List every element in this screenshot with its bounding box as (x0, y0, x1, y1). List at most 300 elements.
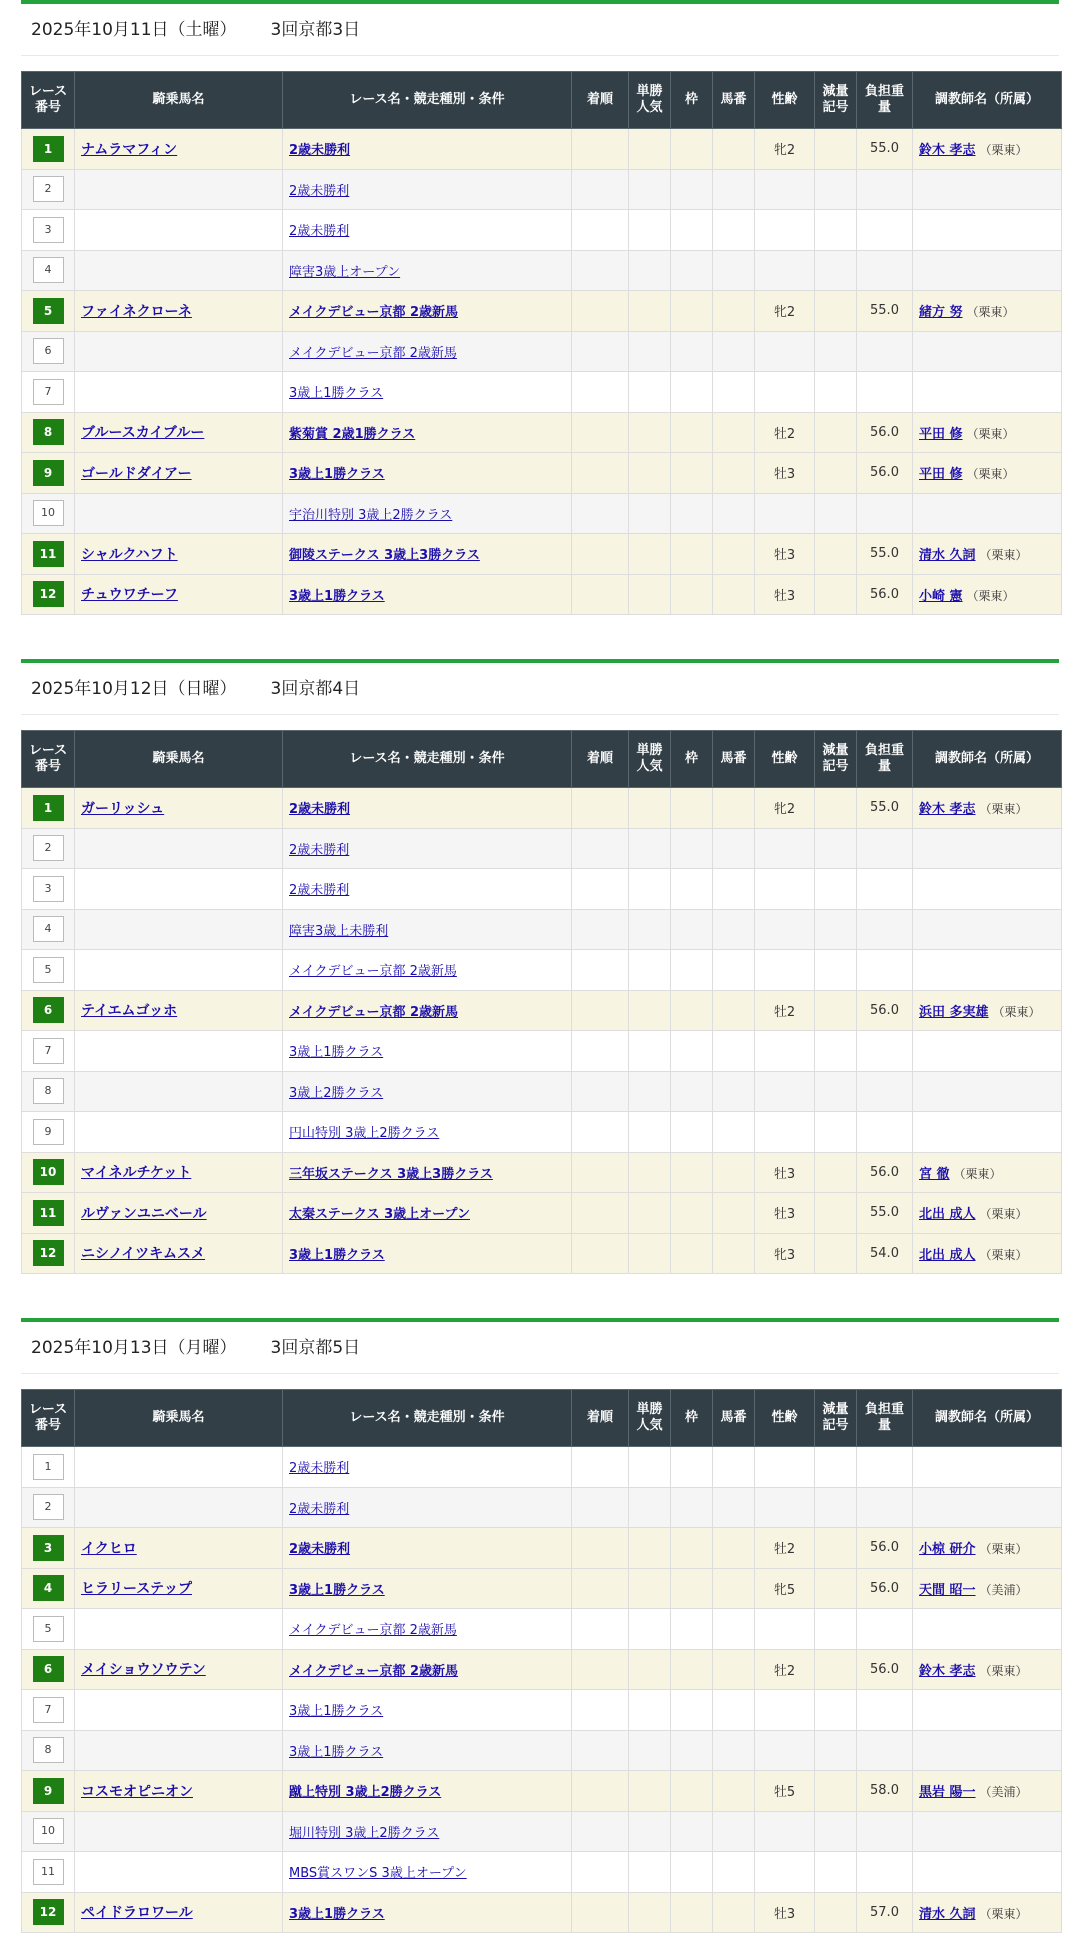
finish-cell (572, 1690, 629, 1731)
horse-name-cell (75, 1233, 283, 1274)
race-name-cell (283, 1690, 572, 1731)
race-link[interactable]: メイクデビュー京都 2歳新馬 (289, 1623, 457, 1639)
sex-age-cell: 牡3 (755, 574, 815, 615)
horse-link[interactable]: ルヴァンユニベール (81, 1205, 207, 1222)
horse-number-cell (713, 129, 755, 170)
horse-link[interactable]: ペイドラロワール (81, 1905, 193, 1922)
sex-age-cell: 牡5 (755, 1771, 815, 1812)
horse-link[interactable]: マイネルチケット (81, 1165, 192, 1182)
weight-reduction-cell (815, 372, 857, 413)
carried-weight-cell (857, 1690, 913, 1731)
race-link[interactable]: 堀川特別 3歳上2勝クラス (289, 1825, 440, 1841)
race-link[interactable]: メイクデビュー京都 2歳新馬 (289, 345, 457, 361)
race-link[interactable]: 三年坂ステークス 3歳上3勝クラス (289, 1166, 493, 1182)
trainer-link[interactable]: 平田 修 (919, 426, 963, 442)
sex-age-cell (755, 828, 815, 869)
sex-age-cell: 牡2 (755, 1649, 815, 1690)
race-name-cell (283, 331, 572, 372)
race-link[interactable]: 3歳上2勝クラス (289, 1085, 384, 1101)
trainer-link[interactable]: 浜田 多実雄 (919, 1004, 989, 1020)
carried-weight-cell (857, 250, 913, 291)
race-link[interactable]: メイクデビュー京都 2歳新馬 (289, 1004, 459, 1020)
table-row (22, 129, 1062, 170)
race-link[interactable]: 2歳未勝利 (289, 842, 350, 858)
finish-cell (572, 1892, 629, 1933)
race-link[interactable]: メイクデビュー京都 2歳新馬 (289, 964, 457, 980)
weight-reduction-cell (815, 1568, 857, 1609)
horse-number-cell (713, 372, 755, 413)
carried-weight-cell: 55.0 (857, 129, 913, 170)
day-section (21, 1318, 1059, 1933)
race-number-badge-active: 6 (33, 1656, 64, 1682)
sex-age-cell (755, 1852, 815, 1893)
horse-name-cell (75, 412, 283, 453)
weight-reduction-cell (815, 788, 857, 829)
race-number-badge: 7 (33, 379, 64, 405)
race-number-cell (22, 1609, 75, 1650)
race-number-badge-active: 1 (33, 136, 64, 162)
header-sex-age: 性齢 (755, 72, 815, 129)
race-link[interactable]: 円山特別 3歳上2勝クラス (289, 1126, 440, 1142)
trainer-cell (913, 909, 1062, 950)
finish-cell (572, 1071, 629, 1112)
popularity-cell (629, 331, 671, 372)
day-section (21, 659, 1059, 1274)
sex-age-cell: 牝5 (755, 1568, 815, 1609)
carried-weight-cell: 56.0 (857, 1528, 913, 1569)
race-link[interactable]: 御陵ステークス 3歳上3勝クラス (289, 548, 480, 564)
table-row (22, 250, 1062, 291)
carried-weight-cell (857, 331, 913, 372)
race-name-cell (283, 828, 572, 869)
trainer-link[interactable]: 天間 昭一 (919, 1582, 976, 1598)
trainer-link[interactable]: 緒方 努 (919, 305, 963, 321)
trainer-cell (913, 1447, 1062, 1488)
race-link[interactable]: MBS賞スワンS 3歳上オープン (289, 1866, 467, 1882)
horse-name-cell (75, 1071, 283, 1112)
frame-cell (671, 574, 713, 615)
horse-name-cell (75, 493, 283, 534)
sex-age-cell (755, 1447, 815, 1488)
race-number-cell (22, 828, 75, 869)
horse-number-cell (713, 1649, 755, 1690)
trainer-cell (913, 1528, 1062, 1569)
horse-link[interactable]: イクヒロ (81, 1540, 137, 1557)
race-link[interactable]: 3歳上1勝クラス (289, 588, 385, 604)
trainer-cell (913, 828, 1062, 869)
sex-age-cell (755, 1690, 815, 1731)
table-header-row (22, 1390, 1062, 1447)
finish-cell (572, 169, 629, 210)
trainer-stable: （栗東） (979, 1247, 1028, 1262)
weight-reduction-cell (815, 250, 857, 291)
weight-reduction-cell (815, 291, 857, 332)
header-sex-age: 性齢 (755, 1390, 815, 1447)
frame-cell (671, 909, 713, 950)
horse-number-cell (713, 869, 755, 910)
race-number-badge: 3 (33, 876, 64, 902)
meet-name: 3回京都3日 (270, 20, 361, 40)
horse-link[interactable]: ファイネクローネ (81, 303, 192, 320)
race-number-badge: 8 (33, 1737, 64, 1763)
sex-age-cell: 牡3 (755, 534, 815, 575)
trainer-cell (913, 1233, 1062, 1274)
popularity-cell (629, 574, 671, 615)
horse-name-cell (75, 129, 283, 170)
trainer-stable: （栗東） (979, 1906, 1028, 1921)
trainer-cell (913, 574, 1062, 615)
race-link[interactable]: 蹴上特別 3歳上2勝クラス (289, 1785, 442, 1801)
horse-link[interactable]: ニシノイツキムスメ (81, 1246, 206, 1263)
table-row (22, 1233, 1062, 1274)
weight-reduction-cell (815, 453, 857, 494)
popularity-cell (629, 1112, 671, 1153)
table-row (22, 1730, 1062, 1771)
horse-link[interactable]: シャルクハフト (81, 546, 178, 563)
horse-name-cell (75, 909, 283, 950)
popularity-cell (629, 1568, 671, 1609)
frame-cell (671, 210, 713, 251)
ride-schedule-table (21, 1389, 1062, 1933)
table-row (22, 534, 1062, 575)
race-name-cell (283, 788, 572, 829)
race-number-cell (22, 869, 75, 910)
trainer-cell (913, 250, 1062, 291)
trainer-link[interactable]: 平田 修 (919, 467, 963, 483)
race-link[interactable]: 3歳上1勝クラス (289, 1744, 384, 1760)
carried-weight-cell: 56.0 (857, 1152, 913, 1193)
weight-reduction-cell (815, 1487, 857, 1528)
trainer-stable: （美浦） (979, 1785, 1028, 1800)
frame-cell (671, 453, 713, 494)
meet-name: 3回京都4日 (270, 679, 361, 699)
carried-weight-cell: 55.0 (857, 291, 913, 332)
race-link[interactable]: メイクデビュー京都 2歳新馬 (289, 305, 459, 321)
frame-cell (671, 372, 713, 413)
trainer-cell (913, 1071, 1062, 1112)
ride-schedule-table (21, 71, 1062, 615)
race-link[interactable]: 2歳未勝利 (289, 143, 351, 159)
race-name-cell (283, 574, 572, 615)
weight-reduction-cell (815, 869, 857, 910)
horse-name-cell (75, 1649, 283, 1690)
horse-number-cell (713, 1528, 755, 1569)
finish-cell (572, 1528, 629, 1569)
table-row (22, 1892, 1062, 1933)
header-carried-weight: 負担重量 (857, 72, 913, 129)
horse-number-cell (713, 990, 755, 1031)
race-link[interactable]: 3歳上1勝クラス (289, 386, 384, 402)
frame-cell (671, 1193, 713, 1234)
race-number-cell (22, 1730, 75, 1771)
race-link[interactable]: 2歳未勝利 (289, 883, 350, 899)
popularity-cell (629, 1233, 671, 1274)
weight-reduction-cell (815, 1152, 857, 1193)
frame-cell (671, 869, 713, 910)
header-finish: 着順 (572, 1390, 629, 1447)
race-number-cell (22, 950, 75, 991)
finish-cell (572, 1447, 629, 1488)
finish-cell (572, 1730, 629, 1771)
frame-cell (671, 1031, 713, 1072)
header-trainer: 調教師名（所属） (913, 72, 1062, 129)
race-link[interactable]: 宇治川特別 3歳上2勝クラス (289, 507, 453, 523)
section-spacer (21, 615, 1059, 659)
weight-reduction-cell (815, 1112, 857, 1153)
horse-name-cell (75, 1811, 283, 1852)
race-link[interactable]: 2歳未勝利 (289, 224, 350, 240)
weight-reduction-cell (815, 990, 857, 1031)
trainer-cell (913, 1487, 1062, 1528)
table-row (22, 990, 1062, 1031)
horse-link[interactable]: チュウワチーフ (81, 587, 178, 604)
race-number-cell (22, 1031, 75, 1072)
frame-cell (671, 534, 713, 575)
weight-reduction-cell (815, 1690, 857, 1731)
table-row (22, 1031, 1062, 1072)
header-weight-reduction: 減量記号 (815, 72, 857, 129)
header-race-name: レース名・競走種別・条件 (283, 72, 572, 129)
carried-weight-cell: 57.0 (857, 1892, 913, 1933)
race-number-badge-active: 11 (33, 541, 64, 567)
weight-reduction-cell (815, 1031, 857, 1072)
race-link[interactable]: 3歳上1勝クラス (289, 1247, 385, 1263)
horse-link[interactable]: ガーリッシュ (81, 800, 165, 817)
header-horse-number: 馬番 (713, 72, 755, 129)
race-name-cell (283, 1152, 572, 1193)
frame-cell (671, 1528, 713, 1569)
frame-cell (671, 129, 713, 170)
weight-reduction-cell (815, 1447, 857, 1488)
race-link[interactable]: 2歳未勝利 (289, 1461, 350, 1477)
frame-cell (671, 1071, 713, 1112)
sex-age-cell (755, 1071, 815, 1112)
race-name-cell (283, 169, 572, 210)
trainer-link[interactable]: 鈴木 孝志 (919, 1663, 976, 1679)
horse-number-cell (713, 1487, 755, 1528)
horse-number-cell (713, 1112, 755, 1153)
header-sex-age: 性齢 (755, 731, 815, 788)
sex-age-cell (755, 169, 815, 210)
horse-number-cell (713, 950, 755, 991)
horse-link[interactable]: ヒラリーステップ (81, 1581, 193, 1598)
table-row (22, 1771, 1062, 1812)
carried-weight-cell: 55.0 (857, 788, 913, 829)
trainer-link[interactable]: 黒岩 陽一 (919, 1785, 976, 1801)
trainer-link[interactable]: 北出 成人 (919, 1247, 976, 1263)
carried-weight-cell (857, 1852, 913, 1893)
race-link[interactable]: 2歳未勝利 (289, 1501, 350, 1517)
table-row (22, 788, 1062, 829)
race-number-cell (22, 1568, 75, 1609)
sex-age-cell: 牡2 (755, 990, 815, 1031)
horse-link[interactable]: コスモオピニオン (81, 1783, 193, 1800)
table-row (22, 909, 1062, 950)
trainer-cell (913, 1811, 1062, 1852)
horse-name-cell (75, 1031, 283, 1072)
weight-reduction-cell (815, 1649, 857, 1690)
frame-cell (671, 788, 713, 829)
race-link[interactable]: 3歳上1勝クラス (289, 1906, 385, 1922)
trainer-link[interactable]: 鈴木 孝志 (919, 802, 976, 818)
carried-weight-cell (857, 1071, 913, 1112)
header-weight-reduction: 減量記号 (815, 1390, 857, 1447)
frame-cell (671, 828, 713, 869)
popularity-cell (629, 1730, 671, 1771)
trainer-link[interactable]: 北出 成人 (919, 1207, 976, 1223)
frame-cell (671, 1892, 713, 1933)
table-row (22, 1528, 1062, 1569)
weight-reduction-cell (815, 1771, 857, 1812)
race-date: 2025年10月11日（土曜） (31, 20, 237, 40)
horse-number-cell (713, 1071, 755, 1112)
race-link[interactable]: 3歳上1勝クラス (289, 1704, 384, 1720)
table-row (22, 1811, 1062, 1852)
section-spacer (21, 1274, 1059, 1318)
horse-number-cell (713, 1152, 755, 1193)
header-finish: 着順 (572, 72, 629, 129)
header-popularity: 単勝人気 (629, 72, 671, 129)
sex-age-cell: 牝2 (755, 129, 815, 170)
finish-cell (572, 412, 629, 453)
race-link[interactable]: 3歳上1勝クラス (289, 1045, 384, 1061)
table-row (22, 331, 1062, 372)
trainer-link[interactable]: 小崎 憲 (919, 588, 963, 604)
popularity-cell (629, 990, 671, 1031)
horse-link[interactable]: テイエムゴッホ (81, 1003, 178, 1020)
race-link[interactable]: 2歳未勝利 (289, 1542, 351, 1558)
trainer-cell (913, 1730, 1062, 1771)
horse-link[interactable]: ゴールドダイアー (81, 465, 192, 482)
finish-cell (572, 453, 629, 494)
race-number-badge-active: 12 (33, 1899, 64, 1925)
trainer-link[interactable]: 小椋 研介 (919, 1542, 976, 1558)
sex-age-cell (755, 1112, 815, 1153)
trainer-link[interactable]: 清水 久詞 (919, 1906, 976, 1922)
horse-number-cell (713, 1771, 755, 1812)
race-name-cell (283, 1071, 572, 1112)
trainer-link[interactable]: 宮 徹 (919, 1166, 950, 1182)
trainer-cell (913, 291, 1062, 332)
race-number-cell (22, 1487, 75, 1528)
carried-weight-cell (857, 909, 913, 950)
trainer-link[interactable]: 清水 久詞 (919, 548, 976, 564)
horse-number-cell (713, 453, 755, 494)
trainer-cell (913, 1852, 1062, 1893)
horse-name-cell (75, 1112, 283, 1153)
race-number-badge: 7 (33, 1038, 64, 1064)
race-name-cell (283, 1730, 572, 1771)
horse-name-cell (75, 1487, 283, 1528)
trainer-cell (913, 1609, 1062, 1650)
horse-name-cell (75, 250, 283, 291)
frame-cell (671, 950, 713, 991)
race-name-cell (283, 412, 572, 453)
carried-weight-cell (857, 169, 913, 210)
popularity-cell (629, 210, 671, 251)
race-link[interactable]: 障害3歳上オープン (289, 264, 401, 280)
table-header-row (22, 72, 1062, 129)
popularity-cell (629, 1690, 671, 1731)
trainer-cell (913, 1649, 1062, 1690)
horse-number-cell (713, 1852, 755, 1893)
carried-weight-cell (857, 1730, 913, 1771)
race-number-badge: 9 (33, 1119, 64, 1145)
sex-age-cell: 牡3 (755, 1152, 815, 1193)
finish-cell (572, 1233, 629, 1274)
race-link[interactable]: 紫菊賞 2歳1勝クラス (289, 426, 416, 442)
table-row (22, 1609, 1062, 1650)
table-row (22, 1852, 1062, 1893)
table-row (22, 950, 1062, 991)
race-link[interactable]: メイクデビュー京都 2歳新馬 (289, 1663, 459, 1679)
race-link[interactable]: 3歳上1勝クラス (289, 467, 385, 483)
race-number-cell (22, 1071, 75, 1112)
finish-cell (572, 1487, 629, 1528)
horse-number-cell (713, 574, 755, 615)
trainer-cell (913, 331, 1062, 372)
horse-number-cell (713, 1730, 755, 1771)
race-name-cell (283, 291, 572, 332)
carried-weight-cell (857, 1487, 913, 1528)
finish-cell (572, 828, 629, 869)
race-number-badge: 4 (33, 916, 64, 942)
frame-cell (671, 493, 713, 534)
horse-link[interactable]: ナムラマフィン (81, 141, 178, 158)
header-race-name: レース名・競走種別・条件 (283, 731, 572, 788)
carried-weight-cell (857, 869, 913, 910)
sex-age-cell (755, 372, 815, 413)
finish-cell (572, 1649, 629, 1690)
race-link[interactable]: 2歳未勝利 (289, 183, 350, 199)
race-number-cell (22, 493, 75, 534)
horse-name-cell (75, 574, 283, 615)
finish-cell (572, 1609, 629, 1650)
sex-age-cell (755, 1609, 815, 1650)
horse-link[interactable]: ブルースカイブルー (81, 425, 205, 442)
horse-number-cell (713, 250, 755, 291)
weight-reduction-cell (815, 909, 857, 950)
trainer-stable: （栗東） (979, 1207, 1028, 1222)
race-number-badge-active: 8 (33, 419, 64, 445)
weight-reduction-cell (815, 493, 857, 534)
header-horse-number: 馬番 (713, 1390, 755, 1447)
race-link[interactable]: 3歳上1勝クラス (289, 1582, 385, 1598)
horse-name-cell (75, 169, 283, 210)
race-number-badge: 1 (33, 1454, 64, 1480)
table-row (22, 412, 1062, 453)
race-link[interactable]: 障害3歳上未勝利 (289, 923, 389, 939)
race-name-cell (283, 869, 572, 910)
trainer-cell (913, 788, 1062, 829)
trainer-link[interactable]: 鈴木 孝志 (919, 143, 976, 159)
table-row (22, 291, 1062, 332)
horse-name-cell (75, 1568, 283, 1609)
header-race-number: レース番号 (22, 72, 75, 129)
popularity-cell (629, 129, 671, 170)
race-number-cell (22, 453, 75, 494)
race-number-badge: 5 (33, 1616, 64, 1642)
header-weight-reduction: 減量記号 (815, 731, 857, 788)
race-name-cell (283, 1771, 572, 1812)
sex-age-cell: 牡3 (755, 453, 815, 494)
horse-link[interactable]: メイショウソウテン (81, 1662, 206, 1679)
horse-number-cell (713, 210, 755, 251)
race-link[interactable]: 2歳未勝利 (289, 802, 351, 818)
frame-cell (671, 1233, 713, 1274)
race-link[interactable]: 太秦ステークス 3歳上オープン (289, 1207, 471, 1223)
carried-weight-cell: 56.0 (857, 453, 913, 494)
